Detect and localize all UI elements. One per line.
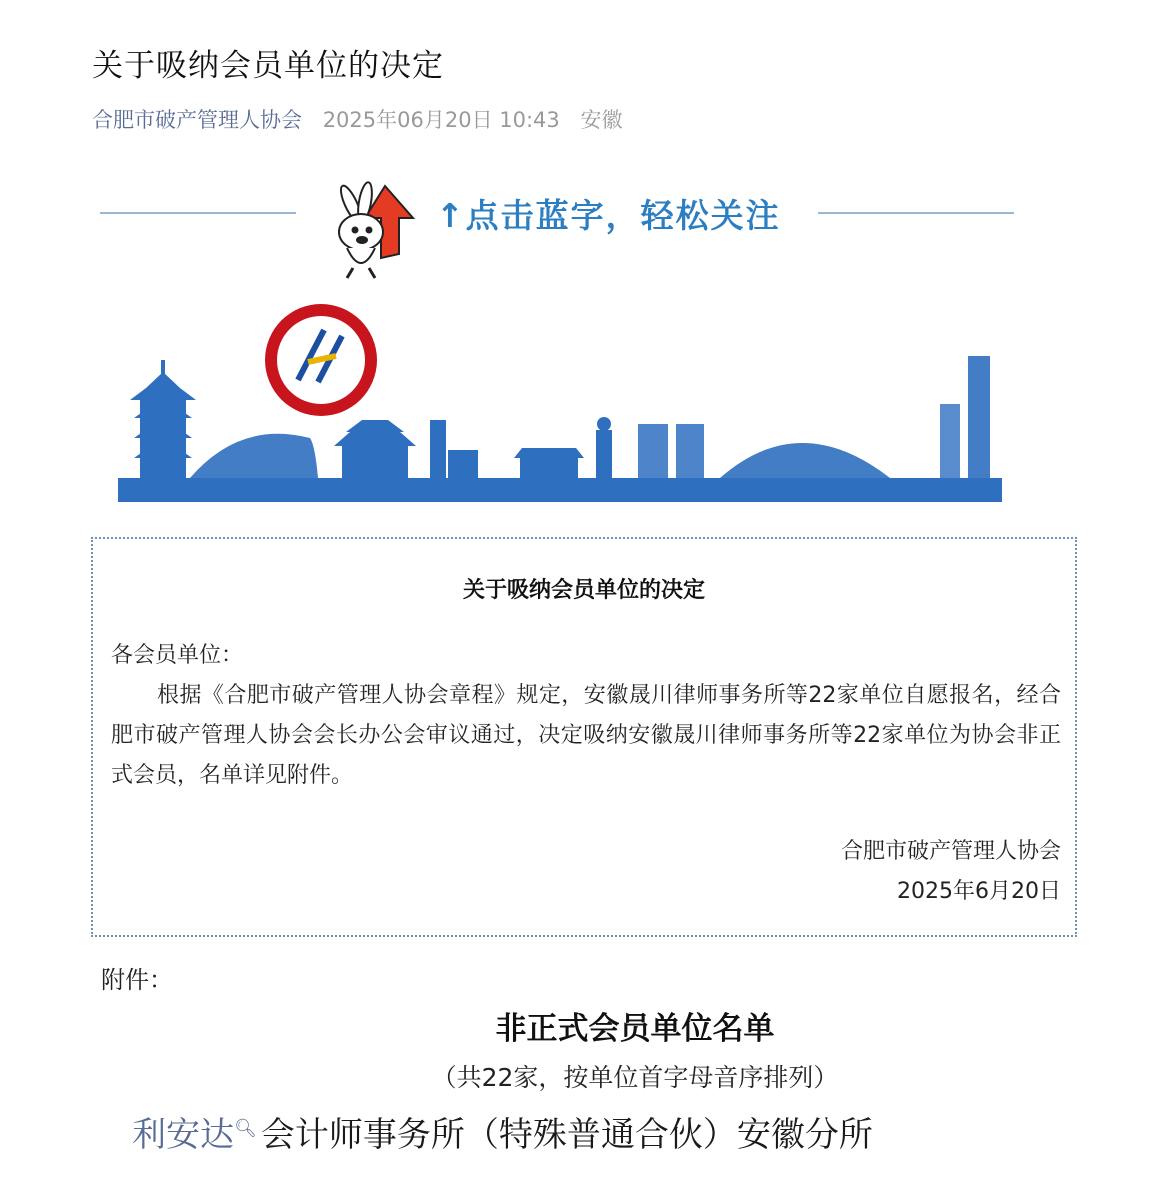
notice-signature-org: 合肥市破产管理人协会 [840,839,1061,864]
banner-divider-left [100,212,296,214]
notice-salutation: 各会员单位： [111,643,244,668]
follow-prompt-link[interactable]: ↑点击蓝字，轻松关注 [436,196,781,235]
article-meta [92,104,622,134]
member-list-subtitle: （共22家，按单位首字母音序排列） [431,1063,839,1092]
author-link[interactable]: 合肥市破产管理人协会 [92,108,302,132]
list-item [132,1107,873,1156]
search-icon[interactable]: 🔍︎ [234,1117,257,1139]
publish-region: 安徽 [580,108,623,132]
notice-signature-date: 2025年6月20日 [897,879,1061,904]
rabbit-arrow-icon [325,178,421,282]
notice-title: 关于吸纳会员单位的决定 [462,578,705,603]
city-skyline-illustration [110,300,1010,510]
publish-datetime: 2025年06月20日 10:43 [322,108,560,132]
search-link[interactable]: 利安达 [132,1115,234,1155]
attachment-label: 附件： [101,966,173,994]
member-list-title: 非正式会员单位名单 [495,1011,775,1047]
article-title: 关于吸纳会员单位的决定 [92,48,444,84]
banner-divider-right [818,212,1014,214]
notice-body: 根据《合肥市破产管理人协会章程》规定，安徽晟川律师事务所等22家单位自愿报名，经合肥市破产管理人协会会长办公会审议通过，决定吸纳安徽晟川律师事务所等22家单位为协会非正式会员，名单详见附件。 [111,683,1061,788]
list-item-text: 会计师事务所（特殊普通合伙）安徽分所 [260,1115,873,1155]
